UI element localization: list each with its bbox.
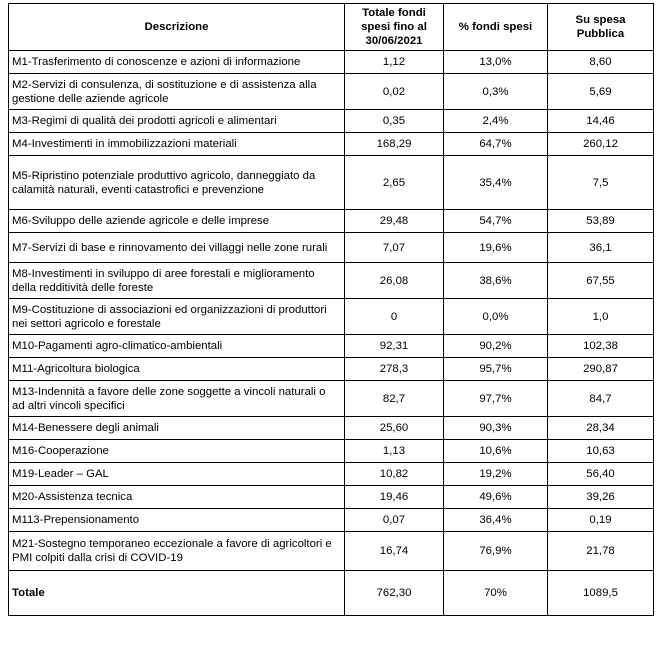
cell-public-spending: 8,60 [548,51,654,74]
table-row [9,110,654,133]
table-body [9,51,654,616]
cell-percent-spent: 36,4% [444,509,548,532]
cell-public-spending: 14,46 [548,110,654,133]
cell-public-spending: 7,5 [548,156,654,210]
cell-total-spent: 278,3 [345,358,444,381]
header-public-spending: Su spesa Pubblica [548,4,654,51]
table-row [9,133,654,156]
cell-public-spending: 53,89 [548,210,654,233]
cell-percent-spent: 10,6% [444,440,548,463]
cell-total-spent: 10,82 [345,463,444,486]
table-row [9,532,654,571]
table-row [9,509,654,532]
cell-public-spending: 5,69 [548,74,654,110]
cell-description: M19-Leader – GAL [9,463,345,486]
table-row [9,381,654,417]
cell-percent-spent: 90,3% [444,417,548,440]
cell-total-spent: 0 [345,299,444,335]
cell-public-spending: 28,34 [548,417,654,440]
cell-public-spending: 0,19 [548,509,654,532]
cell-percent-spent: 54,7% [444,210,548,233]
cell-percent-spent: 0,0% [444,299,548,335]
spending-table-container [8,3,653,616]
cell-description: M8-Investimenti in sviluppo di aree forestali e miglioramento della redditività delle foreste [9,263,345,299]
total-label: Totale [9,571,345,616]
cell-percent-spent: 95,7% [444,358,548,381]
cell-description: M20-Assistenza tecnica [9,486,345,509]
cell-total-spent: 1,13 [345,440,444,463]
cell-description: M11-Agricoltura biologica [9,358,345,381]
cell-percent-spent: 19,2% [444,463,548,486]
cell-description: M6-Sviluppo delle aziende agricole e delle imprese [9,210,345,233]
cell-total-spent: 29,48 [345,210,444,233]
cell-public-spending: 102,38 [548,335,654,358]
cell-description: M10-Pagamenti agro-climatico-ambientali [9,335,345,358]
cell-description: M9-Costituzione di associazioni ed organizzazioni di produttori nei settori agricolo e forestale [9,299,345,335]
cell-public-spending: 36,1 [548,233,654,263]
table-row [9,358,654,381]
cell-public-spending: 67,55 [548,263,654,299]
table-row [9,51,654,74]
cell-public-spending: 21,78 [548,532,654,571]
table-row [9,440,654,463]
cell-percent-spent: 97,7% [444,381,548,417]
header-total-spent: Totale fondi spesi fino al 30/06/2021 [345,4,444,51]
table-row [9,417,654,440]
header-percent-spent: % fondi spesi [444,4,548,51]
total-percent-value: 70% [444,571,548,616]
cell-total-spent: 25,60 [345,417,444,440]
cell-percent-spent: 64,7% [444,133,548,156]
cell-total-spent: 0,07 [345,509,444,532]
table-row [9,463,654,486]
cell-description: M113-Prepensionamento [9,509,345,532]
table-row [9,299,654,335]
cell-description: M2-Servizi di consulenza, di sostituzione e di assistenza alla gestione delle aziende agricole [9,74,345,110]
cell-public-spending: 290,87 [548,358,654,381]
table-row [9,233,654,263]
cell-percent-spent: 2,4% [444,110,548,133]
cell-description: M13-Indennità a favore delle zone soggette a vincoli naturali o ad altri vincoli specifici [9,381,345,417]
table-row [9,486,654,509]
cell-description: M3-Regimi di qualità dei prodotti agricoli e alimentari [9,110,345,133]
cell-percent-spent: 0,3% [444,74,548,110]
cell-description: M7-Servizi di base e rinnovamento dei villaggi nelle zone rurali [9,233,345,263]
spending-table [8,3,654,616]
header-description: Descrizione [9,4,345,51]
total-public-value: 1089,5 [548,571,654,616]
cell-public-spending: 39,26 [548,486,654,509]
cell-percent-spent: 13,0% [444,51,548,74]
total-row [9,571,654,616]
cell-public-spending: 10,63 [548,440,654,463]
cell-total-spent: 92,31 [345,335,444,358]
cell-description: M21-Sostegno temporaneo eccezionale a favore di agricoltori e PMI colpiti dalla crisi di COVID-19 [9,532,345,571]
table-row [9,335,654,358]
cell-public-spending: 260,12 [548,133,654,156]
cell-total-spent: 0,02 [345,74,444,110]
table-row [9,210,654,233]
cell-percent-spent: 19,6% [444,233,548,263]
header-row [9,4,654,51]
cell-description: M14-Benessere degli animali [9,417,345,440]
cell-percent-spent: 49,6% [444,486,548,509]
total-spent-value: 762,30 [345,571,444,616]
cell-description: M1-Trasferimento di conoscenze e azioni di informazione [9,51,345,74]
cell-total-spent: 7,07 [345,233,444,263]
table-row [9,156,654,210]
table-row [9,263,654,299]
cell-total-spent: 1,12 [345,51,444,74]
cell-total-spent: 19,46 [345,486,444,509]
cell-description: M16-Cooperazione [9,440,345,463]
cell-total-spent: 168,29 [345,133,444,156]
cell-total-spent: 82,7 [345,381,444,417]
cell-percent-spent: 90,2% [444,335,548,358]
cell-public-spending: 84,7 [548,381,654,417]
cell-total-spent: 0,35 [345,110,444,133]
cell-total-spent: 16,74 [345,532,444,571]
table-row [9,74,654,110]
cell-total-spent: 2,65 [345,156,444,210]
cell-public-spending: 56,40 [548,463,654,486]
cell-percent-spent: 76,9% [444,532,548,571]
cell-percent-spent: 35,4% [444,156,548,210]
cell-description: M5-Ripristino potenziale produttivo agricolo, danneggiato da calamità naturali, eventi catastrofici e prevenzione [9,156,345,210]
cell-description: M4-Investimenti in immobilizzazioni materiali [9,133,345,156]
cell-percent-spent: 38,6% [444,263,548,299]
cell-public-spending: 1,0 [548,299,654,335]
cell-total-spent: 26,08 [345,263,444,299]
